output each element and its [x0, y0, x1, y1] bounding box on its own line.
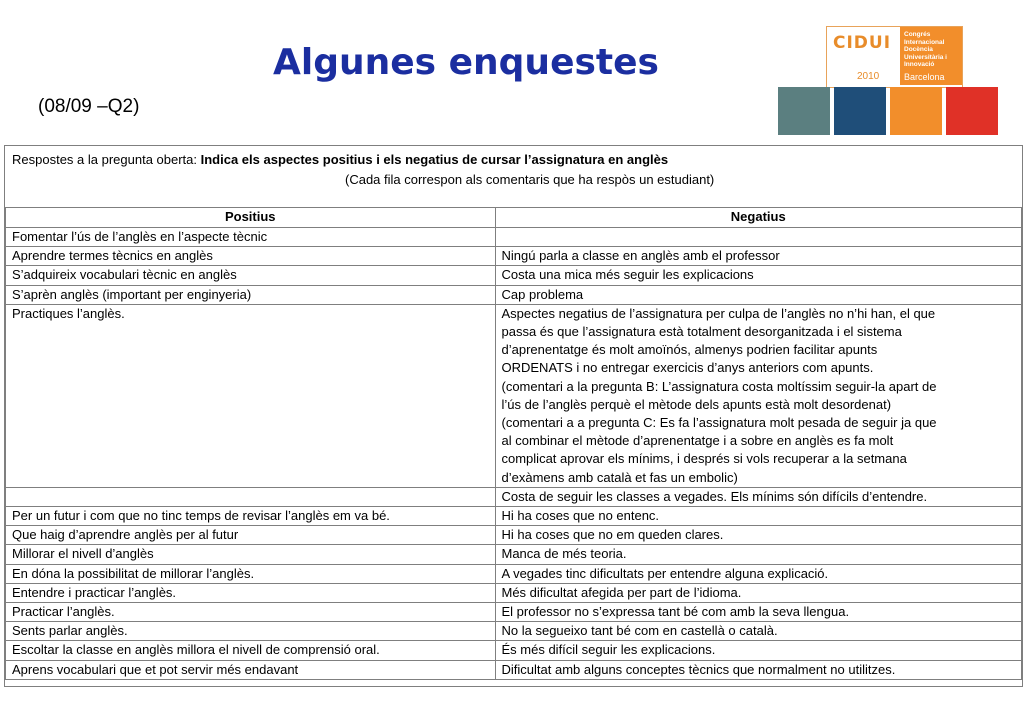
cell-negatius: Hi ha coses que no entenc.	[495, 507, 1022, 526]
logo-right-panel	[900, 27, 962, 85]
cell-positius: Practiques l’anglès.	[6, 304, 496, 487]
cell-negatius: Ningú parla a classe en anglès amb el professor	[495, 247, 1022, 266]
table-row	[6, 603, 1022, 622]
table-row	[6, 641, 1022, 660]
table-row	[6, 304, 1022, 487]
cell-negatius: Dificultat amb alguns conceptes tècnics que normalment no utilitzes.	[495, 660, 1022, 679]
table-row	[6, 266, 1022, 285]
logo-word: CIDUI	[833, 33, 892, 53]
cell-positius: Per un futur i com que no tinc temps de revisar l’anglès em va bé.	[6, 507, 496, 526]
cell-positius: Fomentar l’ús de l’anglès en l’aspecte tècnic	[6, 228, 496, 247]
table-row	[6, 622, 1022, 641]
table-header-row	[6, 208, 1022, 228]
logo-text-line: Docència	[904, 46, 933, 53]
cidui-logo	[826, 26, 963, 88]
question-line	[12, 152, 668, 167]
cell-positius: Escoltar la classe en anglès millora el nivell de comprensió oral.	[6, 641, 496, 660]
question-note: (Cada fila correspon als comentaris que ha respòs un estudiant)	[345, 172, 715, 187]
logo-text-line: Innovació	[904, 61, 935, 68]
cell-positius: Millorar el nivell d’anglès	[6, 545, 496, 564]
logo-city: Barcelona	[904, 72, 945, 82]
table-row	[6, 285, 1022, 304]
table-row	[6, 660, 1022, 679]
slide-title: Algunes enquestes	[273, 42, 659, 83]
table-row	[6, 247, 1022, 266]
logo-text-line: Congrés	[904, 31, 931, 38]
table-row	[6, 526, 1022, 545]
table-row	[6, 507, 1022, 526]
cell-negatius: El professor no s’expressa tant bé com amb la seva llengua.	[495, 603, 1022, 622]
table-row	[6, 564, 1022, 583]
cell-positius: Sents parlar anglès.	[6, 622, 496, 641]
cell-negatius: Més dificultat afegida per part de l’idioma.	[495, 583, 1022, 602]
cell-positius	[6, 487, 496, 506]
cell-positius: En dóna la possibilitat de millorar l’anglès.	[6, 564, 496, 583]
slide-subtitle: (08/09 –Q2)	[38, 96, 140, 117]
table-row	[6, 487, 1022, 506]
cell-negatius: Hi ha coses que no em queden clares.	[495, 526, 1022, 545]
cell-positius: Aprendre termes tècnics en anglès	[6, 247, 496, 266]
color-swatch-red	[946, 87, 998, 135]
cell-negatius: No la segueixo tant bé com en castellà o català.	[495, 622, 1022, 641]
color-swatch-orange	[890, 87, 942, 135]
color-swatch-teal	[778, 87, 830, 135]
logo-text-line: Universitària i	[904, 53, 947, 61]
cell-negatius: Cap problema	[495, 285, 1022, 304]
logo-text	[904, 31, 947, 69]
table-row	[6, 583, 1022, 602]
cell-negatius: És més difícil seguir les explicacions.	[495, 641, 1022, 660]
question-text: Indica els aspectes positius i els negatius de cursar l’assignatura en anglès	[200, 152, 669, 167]
cell-negatius: Manca de més teoria.	[495, 545, 1022, 564]
logo-text-line: Internacional	[904, 38, 945, 46]
cell-negatius: A vegades tinc dificultats per entendre alguna explicació.	[495, 564, 1022, 583]
cell-negatius	[495, 228, 1022, 247]
color-swatch-blue	[834, 87, 886, 135]
cell-negatius: Aspectes negatius de l’assignatura per culpa de l’anglès no n’hi han, el que passa és que l’assignatura està totalment desorganitzada i el sistema d’aprenentatge és molt amoïnós, almenys podrien facilitar apunts ORDENATS i no entregar exercicis d’anys anteriors com apunts. (comentari a la pregunta B: L’assignatura costa moltíssim seguir-la apart de l’ús de l’anglès perquè el mètode dels apunts està molt desordenat) (comentari a a pregunta C: Es fa l’assignatura molt pesada de seguir ja que al combinar el mètode d’aprenentatge i a sobre en anglès es fa molt complicat aprovar els mínims, i després si vols recuperar a la setmana d’exàmens amb català et fas un embolic)	[495, 304, 1022, 487]
header-positius: Positius	[6, 208, 496, 228]
cell-positius: Que haig d’aprendre anglès per al futur	[6, 526, 496, 545]
responses-table	[5, 207, 1022, 680]
question-prefix: Respostes a la pregunta oberta:	[12, 152, 201, 167]
cell-positius: S’adquireix vocabulari tècnic en anglès	[6, 266, 496, 285]
survey-document	[4, 145, 1023, 687]
table-row	[6, 545, 1022, 564]
cell-positius: Aprens vocabulari que et pot servir més endavant	[6, 660, 496, 679]
cell-positius: Practicar l’anglès.	[6, 603, 496, 622]
logo-year: 2010	[857, 71, 880, 82]
logo-left-panel	[827, 27, 899, 85]
cell-positius: Entendre i practicar l’anglès.	[6, 583, 496, 602]
cell-negatius: Costa de seguir les classes a vegades. Els mínims són difícils d’entendre.	[495, 487, 1022, 506]
cell-positius: S’aprèn anglès (important per enginyeria)	[6, 285, 496, 304]
table-row	[6, 228, 1022, 247]
header-negatius: Negatius	[495, 208, 1022, 228]
cell-negatius: Costa una mica més seguir les explicacions	[495, 266, 1022, 285]
